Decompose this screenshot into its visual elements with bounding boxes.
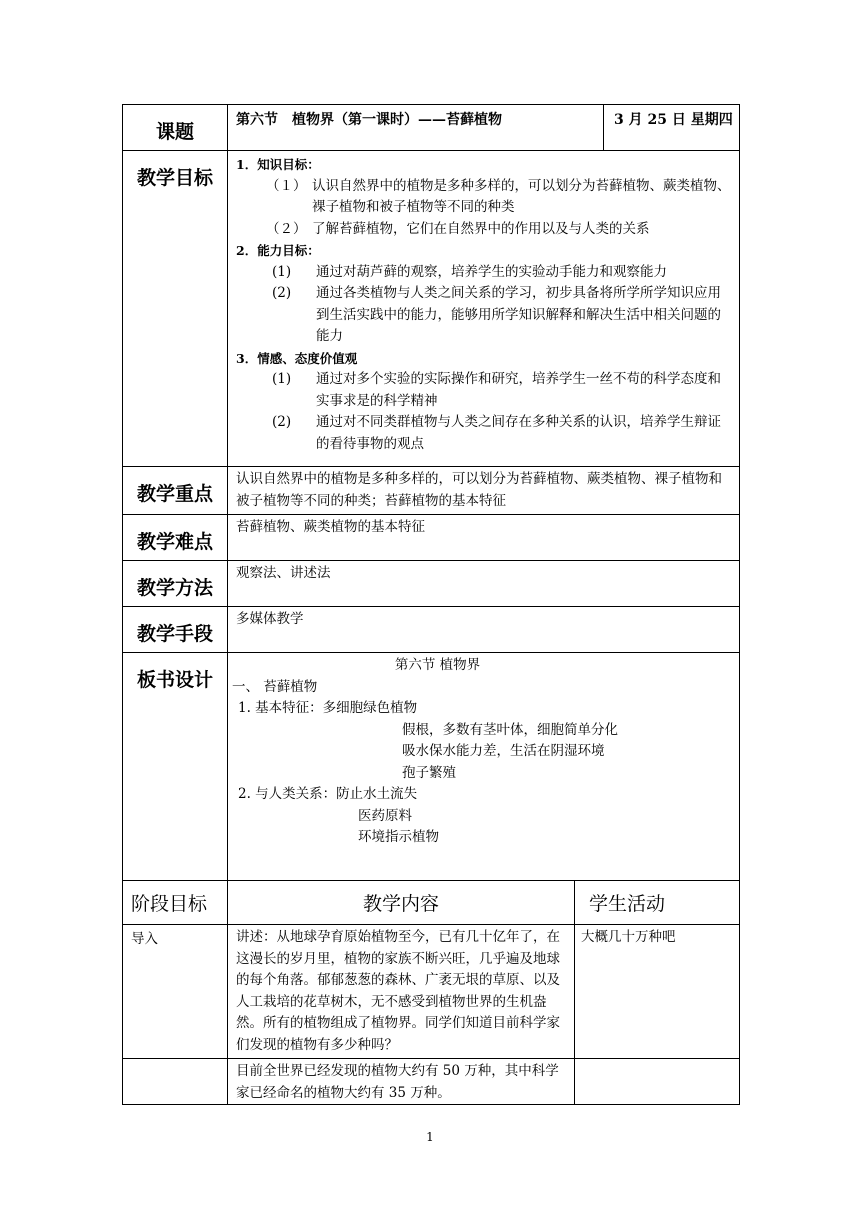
ability-heading: 2．能力目标： bbox=[236, 243, 320, 258]
stage-header: 阶段目标 bbox=[123, 881, 228, 925]
title-row bbox=[123, 105, 740, 151]
objective-item: (2) 通过对不同类群植物与人类之间存在多种关系的认识，培养学生辩证的看待事物的观点 bbox=[272, 414, 721, 452]
lesson-plan-table bbox=[122, 104, 740, 1105]
board-line: 假根，多数有茎叶体，细胞简单分化 bbox=[402, 721, 618, 738]
objective-item: (2) 通过各类植物与人类之间关系的学习，初步具备将所学所学知识应用到生活实践中的能力，能够用所学知识解释和解决生活中相关问题的能力 bbox=[272, 285, 721, 344]
board-line: 吸水保水能力差，生活在阴湿环境 bbox=[402, 743, 605, 759]
objective-item: （２） 了解苔藓植物，它们在自然界中的作用以及与人类的关系 bbox=[266, 220, 650, 237]
objectives-label: 教学目标 bbox=[136, 167, 213, 189]
difficulties-label: 教学难点 bbox=[136, 531, 213, 553]
knowledge-heading: 1．知识目标： bbox=[236, 157, 320, 172]
board-line: 1. 基本特征：多细胞绿色植物 bbox=[238, 700, 418, 716]
board-heading: 第六节 植物界 bbox=[394, 657, 481, 673]
content-cell: 讲述：从地球孕育原始植物至今，已有几十亿年了，在这漫长的岁月里，植物的家族不断兴旺，几乎遍及地球的每个角落。郁郁葱葱的森林、广袤无垠的草原、以及人工栽培的花草树木，无不感受到植物世界的生机盎然。所有的植物组成了植物界。同学们知道目前科学家们发现的植物有多少种吗？ bbox=[228, 925, 575, 1059]
objective-item: （１） 认识自然界中的植物是多种多样的，可以划分为苔藓植物、蕨类植物、裸子植物和被子植物等不同的种类 bbox=[266, 177, 731, 215]
board-content bbox=[228, 653, 740, 881]
key-points-text: 认识自然界中的植物是多种多样的，可以划分为苔藓植物、蕨类植物、裸子植物和被子植物等不同的种类；苔藓植物的基本特征 bbox=[228, 467, 740, 515]
objective-item: (1) 通过对多个实验的实际操作和研究，培养学生一丝不苟的科学态度和实事求是的科学精神 bbox=[272, 371, 721, 409]
board-line: 2. 与人类关系：防止水土流失 bbox=[238, 786, 418, 802]
means-label: 教学手段 bbox=[136, 623, 213, 645]
activity-header: 学生活动 bbox=[575, 881, 740, 925]
key-points-row bbox=[123, 467, 740, 515]
difficulties-row bbox=[123, 515, 740, 561]
table-row bbox=[123, 925, 740, 1059]
methods-label: 教学方法 bbox=[136, 577, 213, 599]
title-label: 课题 bbox=[155, 121, 194, 143]
board-line: 一、 苔藓植物 bbox=[232, 678, 318, 695]
board-label: 板书设计 bbox=[136, 669, 213, 691]
stage-cell bbox=[123, 1059, 228, 1105]
activity-cell bbox=[575, 1059, 740, 1105]
activity-cell: 大概几十万种吧 bbox=[575, 925, 740, 1059]
means-row bbox=[123, 607, 740, 653]
methods-row bbox=[123, 561, 740, 607]
difficulties-text: 苔藓植物、蕨类植物的基本特征 bbox=[228, 515, 740, 561]
board-line: 孢子繁殖 bbox=[402, 764, 456, 781]
page-number: 1 bbox=[426, 1130, 434, 1144]
board-row bbox=[123, 653, 740, 881]
board-line: 医药原料 bbox=[358, 807, 412, 824]
table-row bbox=[123, 1059, 740, 1105]
stage-header-row bbox=[123, 881, 740, 925]
board-line: 环境指示植物 bbox=[358, 829, 439, 845]
methods-text: 观察法、讲述法 bbox=[228, 561, 740, 607]
objectives-content bbox=[228, 151, 740, 467]
means-text: 多媒体教学 bbox=[228, 607, 740, 653]
content-header: 教学内容 bbox=[228, 881, 575, 925]
title-label-cell bbox=[123, 105, 228, 151]
key-points-label: 教学重点 bbox=[136, 483, 213, 505]
content-cell: 目前全世界已经发现的植物大约有 50 万种，其中科学家已经命名的植物大约有 35 万种。 bbox=[228, 1059, 575, 1105]
objectives-row bbox=[123, 151, 740, 467]
objectives-label-cell bbox=[123, 151, 228, 467]
stage-cell: 导入 bbox=[123, 925, 228, 1059]
emotion-heading: 3．情感、态度价值观 bbox=[236, 350, 358, 366]
lesson-date: 3 月 25 日 星期四 bbox=[604, 105, 740, 151]
lesson-title: 第六节 植物界（第一课时）——苔藓植物 bbox=[228, 105, 604, 151]
objective-item: (1) 通过对葫芦藓的观察，培养学生的实验动手能力和观察能力 bbox=[272, 263, 667, 280]
